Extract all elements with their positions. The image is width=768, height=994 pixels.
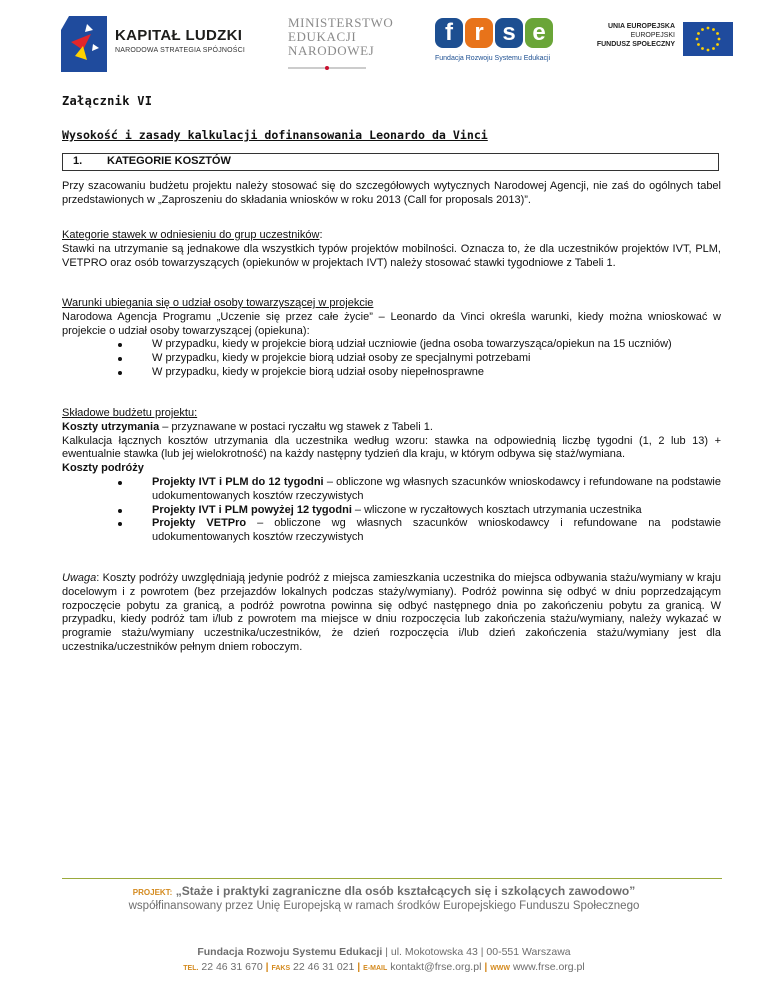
footer-fax: 22 46 31 021 [290,961,358,973]
frse-letter-f: f [435,18,463,48]
companion-bullet-1: W przypadku, kiedy w projekcie biorą udział uczniowie (jedna osoba towarzysząca/opiekun na 15 uczniów) [62,338,721,352]
ministry-logo [288,16,398,76]
footer-project-label: PROJEKT: [132,888,173,897]
kapital-ludzki-logo [61,16,251,76]
intro-paragraph [62,180,721,208]
eu-star-icon [701,28,704,31]
subsistence-label: Koszty utrzymania [62,420,160,433]
footer-project-title: „Staże i praktyki zagraniczne dla osób kształcących się i szkolących zawodowo” [175,884,636,898]
footer-www[interactable]: www.frse.org.pl [510,961,585,973]
ministry-line-2: EDUKACJI [288,29,357,44]
eu-flag-icon [683,22,733,56]
companion-bullet-2: W przypadku, kiedy w projekcie biorą udział osoby ze specjalnymi potrzebami [62,352,721,366]
travel-label: Koszty podróży [62,462,144,475]
eu-logo [575,20,735,70]
note-label: Uwaga [62,572,97,584]
calc-text: Kalkulacja łącznych kosztów utrzymania dla uczestnika według wzoru: stawka na odpowiednią liczbę tygodni (1, 2 lub 13) + ewentualnie stawka (lub jej wielokrotność) na każdy następny tydzień dla kraju, w którym odbywa się staż/wymiana. [62,434,721,461]
footer-email[interactable]: kontakt@frse.org.pl [387,961,485,973]
bullet-icon [118,509,122,513]
budget-heading: Składowe budżetu projektu: [62,407,198,419]
frse-subtitle: Fundacja Rozwoju Systemu Edukacji [435,55,551,62]
companion-text: Narodowa Agencja Programu „Uczenie się przez całe życie” – Leonardo da Vinci określa warunki, kiedy można wnioskować w projekcie o udział osoby towarzyszącej (opiekuna): [62,310,721,337]
eu-star-icon [696,38,699,41]
groups-paragraph [62,229,721,270]
frse-letter-r: r [465,18,493,48]
eu-star-icon [712,47,715,50]
subsistence-line [62,421,721,435]
eu-star-icon [712,28,715,31]
footer-contact-line [0,961,768,973]
ministry-ornament-icon [288,65,366,71]
footer-fax-label: FAKS [271,965,291,972]
kapital-ludzki-emblem-icon [61,16,107,72]
bullet-icon [118,371,122,375]
footer-org: Fundacja Rozwoju Systemu Edukacji [197,946,383,958]
footer-project-line [0,884,768,898]
travel-bullet-1: Projekty IVT i PLM do 12 tygodni – obliczone wg własnych szacunków wnioskodawcy i refundowane na podstawie udokumentowanych kosztów rzeczywistych [62,476,721,504]
subsistence-text: – przyznawane w postaci ryczałtu wg stawek z Tabeli 1. [159,420,433,433]
footer-address: | ul. Mokotowska 43 | 00-551 Warszawa [382,946,571,958]
groups-text: Stawki na utrzymanie są jednakowe dla wszystkich typów projektów mobilności. Oznacza to, że dla uczestników projektów IVT, PLM, VETPRO oraz osób towarzyszących (opiekunów w projektach IVT) należy stosować stawki tygodniowe z Tabeli 1. [62,242,721,269]
section-header-box [62,153,719,171]
annex-label: Załącznik VI [62,94,153,108]
bullet-icon [118,481,122,485]
eu-line-3: FUNDUSZ SPOŁECZNY [596,41,675,48]
eu-star-icon [718,38,721,41]
budget-paragraph [62,407,721,545]
footer-separator: | [357,961,361,973]
frse-letter-e: e [525,18,553,48]
kapital-ludzki-title: KAPITAŁ LUDZKI [115,27,243,44]
travel-bullet-3: Projekty VETPro – obliczone wg własnych szacunków wnioskodawcy i refundowane na podstawie udokumentowanych kosztów rzeczywistych [62,517,721,545]
companion-paragraph [62,297,721,380]
travel-bullet-2: Projekty IVT i PLM powyżej 12 tygodni – wliczone w ryczałtowych kosztach utrzymania uczestnika [62,504,721,518]
eu-star-icon [716,32,719,35]
ministry-line-1: MINISTERSTWO [288,15,394,30]
footer-www-label: WWW [490,965,511,972]
note-line [62,572,721,655]
bullet-icon [118,522,122,526]
eu-text [575,22,675,49]
frse-letters [435,18,553,56]
footer-separator: | [265,961,269,973]
footer-tel-label: TEL. [183,965,199,972]
note-text: : Koszty podróży uwzględniają jedynie podróż z miejsca zamieszkania uczestnika do miejsca odbywania stażu/wymiany w kraju docelowym i z powrotem (bez przejazdów lokalnych podczas staży/wymiany). Podróż powinna się odbyć w dniu poprzedzającym rozpoczęcie pobytu za granicą, a podróż powrotna powinna się odbyć następnego dnia po zakończeniu pobytu za granicą. W przypadku, kiedy podróż tam i/lub z powrotem ma miejsce w dniu rozpoczęcia lub zakończenia stażu/wymiany, należy wykazać w programie stażu/wymiany uczestnika/uczestników, że dzień rozpoczęcia i/lub dzień zakończenia stażu/wymiany jest dla uczestnika/uczestników pełnym dniem roboczym. [62,572,721,653]
frse-letter-s: s [495,18,523,48]
section-title: KATEGORIE KOSZTÓW [107,155,231,167]
header-logos [55,12,735,80]
bullet-icon [118,357,122,361]
footer-email-label: E-MAIL [363,965,388,972]
footer-tel: 22 46 31 670 [198,961,266,973]
groups-heading: Kategorie stawek w odniesieniu do grup uczestników [62,229,320,241]
eu-line-2: EUROPEJSKI [630,32,675,39]
eu-star-icon [716,43,719,46]
note-paragraph [62,572,721,655]
eu-star-icon [707,27,710,30]
eu-star-icon [701,47,704,50]
frse-logo [435,18,565,76]
footer-address-line [0,946,768,958]
groups-heading-line [62,229,721,243]
eu-star-icon [697,43,700,46]
section-number: 1. [73,155,83,167]
intro-text: Przy szacowaniu budżetu projektu należy stosować się do szczegółowych wytycznych Narodowej Agencji, nie zaś do ogólnych tabel przedstawionych w „Zaproszeniu do składania wniosków w roku 2013 (Call for proposals 2013)”. [62,180,721,206]
eu-star-icon [707,49,710,52]
ministry-line-3: NARODOWEJ [288,43,375,58]
groups-heading-colon: : [319,229,323,241]
bullet-icon [118,343,122,347]
eu-star-icon [697,32,700,35]
footer-separator: | [484,961,488,973]
kapital-ludzki-subtitle: NARODOWA STRATEGIA SPÓJNOŚCI [115,47,246,54]
footer-cofinance: współfinansowany przez Unię Europejską w ramach środków Europejskiego Funduszu Społecznego [128,900,640,912]
document-title: Wysokość i zasady kalkulacji dofinansowania Leonardo da Vinci [62,128,488,142]
footer-divider [62,878,722,879]
companion-bullet-3: W przypadku, kiedy w projekcie biorą udział osoby niepełnosprawne [62,366,721,380]
eu-line-1: UNIA EUROPEJSKA [607,23,675,30]
companion-heading: Warunki ubiegania się o udział osoby towarzyszącej w projekcie [62,297,374,309]
